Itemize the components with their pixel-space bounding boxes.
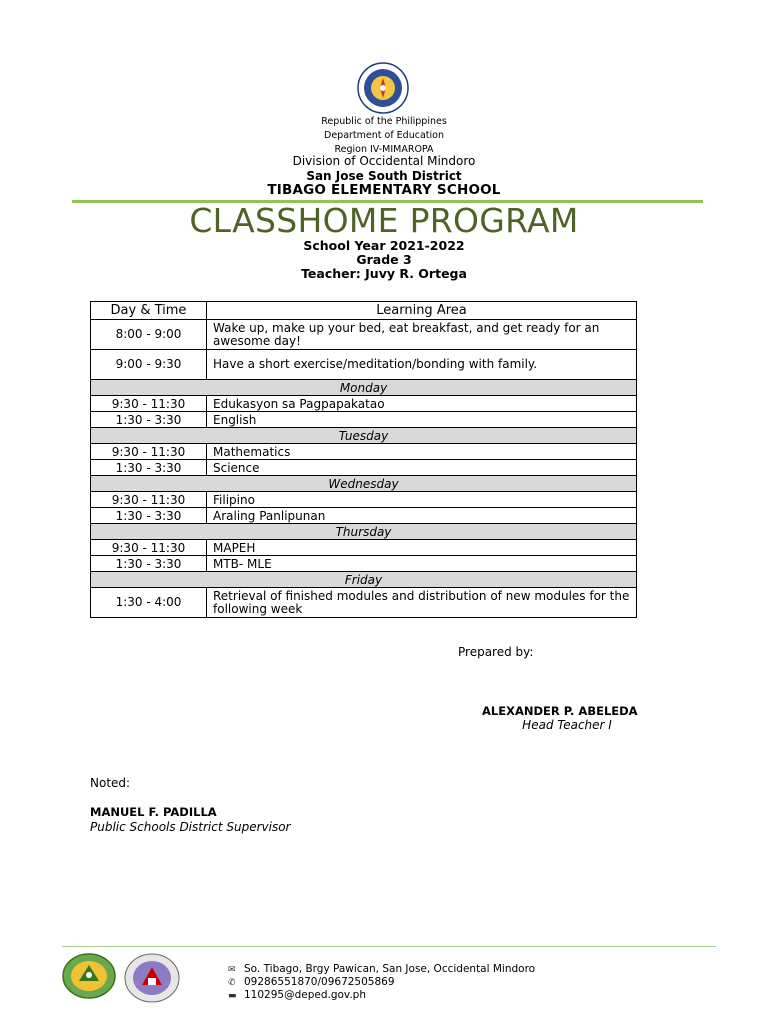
table-row [91,350,637,380]
email-icon: ▬ [228,991,237,1001]
table-row [91,412,637,428]
subject-cell: Araling Panlipunan [207,508,637,524]
area-cell: Have a short exercise/meditation/bonding with family. [207,350,637,380]
subject-cell: MTB- MLE [207,556,637,572]
subject-cell: Science [207,460,637,476]
time-cell: 1:30 - 3:30 [91,556,207,572]
time-cell: 9:30 - 11:30 [91,444,207,460]
teacher: Teacher: Juvy R. Ortega [301,266,467,281]
time-cell: 9:30 - 11:30 [91,492,207,508]
day-label: Wednesday [91,476,637,492]
table-row [91,492,637,508]
col-header-area: Learning Area [207,302,637,320]
area-cell: Wake up, make up your bed, eat breakfast, and get ready for an awesome day! [207,320,637,350]
school-logo [124,953,180,1003]
noted-by-role: Public Schools District Supervisor [90,820,291,834]
phone-icon: ✆ [228,978,236,988]
prepared-by-label: Prepared by: [458,645,534,659]
noted-by-name: MANUEL F. PADILLA [90,805,217,819]
header-district: San Jose South District [306,169,462,183]
school-name: TIBAGO ELEMENTARY SCHOOL [267,182,501,198]
page-title: CLASSHOME PROGRAM [189,201,579,240]
division-logo [62,953,116,999]
time-cell: 1:30 - 4:00 [91,588,207,618]
header-republic: Republic of the Philippines [321,116,447,127]
footer-email: 110295@deped.gov.ph [244,989,366,1001]
col-header-time: Day & Time [91,302,207,320]
day-row-thursday [91,524,637,540]
day-row-tuesday [91,428,637,444]
schedule-table [90,301,637,618]
prepared-by-name: ALEXANDER P. ABELEDA [482,704,638,718]
day-label: Thursday [91,524,637,540]
table-row [91,588,637,618]
school-year: School Year 2021-2022 [303,238,465,253]
day-row-wednesday [91,476,637,492]
footer-email-line [228,989,366,1003]
area-cell: Retrieval of finished modules and distribution of new modules for the following week [207,588,637,618]
time-cell: 1:30 - 3:30 [91,412,207,428]
day-row-friday [91,572,637,588]
subject-cell: Edukasyon sa Pagpapakatao [207,396,637,412]
footer-divider [62,946,716,947]
table-row [91,444,637,460]
table-row [91,508,637,524]
time-cell: 9:30 - 11:30 [91,540,207,556]
header-division: Division of Occidental Mindoro [292,154,476,168]
subject-cell: English [207,412,637,428]
time-cell: 9:00 - 9:30 [91,350,207,380]
day-row-monday [91,380,637,396]
subject-cell: MAPEH [207,540,637,556]
header-region: Region IV-MIMAROPA [334,144,434,155]
time-cell: 1:30 - 3:30 [91,508,207,524]
footer-address: So. Tibago, Brgy Pawican, San Jose, Occidental Mindoro [244,963,536,975]
subject-cell: Mathematics [207,444,637,460]
day-label: Friday [91,572,637,588]
footer-phone-line [228,976,395,990]
table-row [91,320,637,350]
day-label: Monday [91,380,637,396]
footer-address-line [228,963,535,977]
time-cell: 1:30 - 3:30 [91,460,207,476]
time-cell: 9:30 - 11:30 [91,396,207,412]
deped-seal-logo [357,62,409,114]
prepared-by-role: Head Teacher I [522,718,612,732]
table-row [91,556,637,572]
header-department: Department of Education [324,130,444,141]
table-row [91,460,637,476]
day-label: Tuesday [91,428,637,444]
table-row [91,396,637,412]
table-row [91,540,637,556]
grade: Grade 3 [356,252,412,267]
time-cell: 8:00 - 9:00 [91,320,207,350]
footer-phone: 09286551870/09672505869 [244,976,395,988]
noted-label: Noted: [90,776,131,790]
subject-cell: Filipino [207,492,637,508]
envelope-icon: ✉ [228,965,236,975]
